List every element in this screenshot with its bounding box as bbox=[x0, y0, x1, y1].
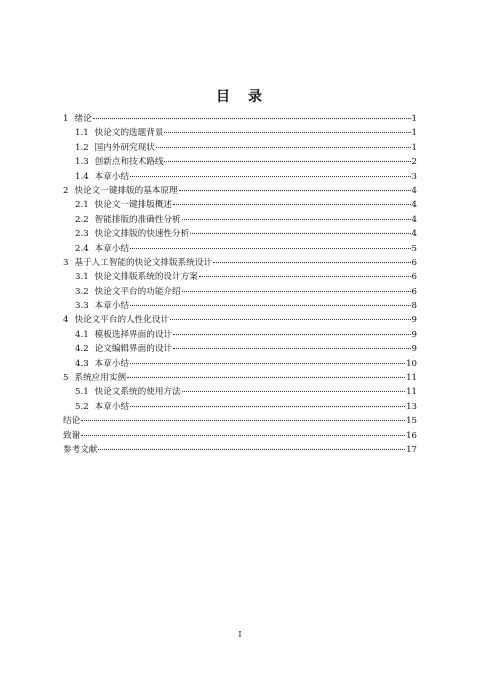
toc-entry-number: 5.1 bbox=[75, 387, 89, 398]
toc-entry[interactable] bbox=[63, 126, 417, 140]
toc-entry-page: 3 bbox=[411, 171, 417, 182]
toc-dot-leader bbox=[130, 406, 405, 407]
toc-entry[interactable] bbox=[63, 155, 417, 169]
toc-entry[interactable] bbox=[63, 141, 417, 155]
toc-entry-title: 快论文一键排版的基本原理 bbox=[74, 185, 178, 196]
toc-entry[interactable] bbox=[63, 342, 417, 356]
toc-entry[interactable] bbox=[63, 270, 417, 284]
toc-entry-page: 6 bbox=[411, 272, 417, 283]
toc-entry[interactable] bbox=[63, 198, 417, 212]
toc-entry-title: 本章小结 bbox=[94, 243, 130, 254]
toc-entry[interactable] bbox=[63, 227, 417, 241]
toc-entry-title: 基于人工智能的快论文排版系统设计 bbox=[74, 257, 212, 268]
toc-entry-number: 1.3 bbox=[75, 157, 89, 168]
toc-title: 目 录 bbox=[216, 89, 264, 105]
toc-entry[interactable] bbox=[63, 443, 417, 457]
toc-entry[interactable] bbox=[63, 429, 417, 443]
toc-entry-number: 2.2 bbox=[75, 214, 89, 225]
toc-entry-page: 8 bbox=[411, 301, 417, 312]
toc-entry-number: 1.2 bbox=[75, 142, 89, 153]
toc-entry-title: 快论文系统的使用方法 bbox=[94, 387, 181, 398]
toc-dot-leader bbox=[182, 291, 411, 292]
toc-entry-number: 4.2 bbox=[75, 344, 89, 355]
toc-dot-leader bbox=[130, 363, 405, 364]
toc-entry-number: 3.1 bbox=[75, 272, 89, 283]
toc-entry-page: 15 bbox=[406, 416, 417, 427]
toc-entry-title: 快论文平台的人性化设计 bbox=[74, 315, 170, 326]
toc-entry-title: 快论文的选题背景 bbox=[94, 128, 164, 139]
toc-dot-leader bbox=[98, 449, 405, 450]
toc-entry-title: 模板选择界面的设计 bbox=[94, 329, 173, 340]
toc-entry-page: 5 bbox=[411, 243, 417, 254]
toc-entry[interactable] bbox=[63, 414, 417, 428]
toc-entry-title: 系统应用实例 bbox=[74, 373, 127, 384]
toc-entry-title: 智能排版的准确性分析 bbox=[94, 214, 181, 225]
toc-entry-page: 1 bbox=[411, 114, 417, 124]
toc-entry-title: 致谢 bbox=[63, 430, 81, 441]
toc-entry[interactable] bbox=[63, 357, 417, 371]
toc-entry-page: 13 bbox=[406, 401, 417, 412]
toc-entry-title: 快论文排版系统的设计方案 bbox=[94, 272, 198, 283]
toc-entry-number: 4 bbox=[63, 315, 69, 326]
toc-entry[interactable] bbox=[63, 400, 417, 414]
toc-dot-leader bbox=[164, 132, 410, 133]
toc-dot-leader bbox=[179, 190, 411, 191]
toc-entry[interactable] bbox=[63, 299, 417, 313]
toc-entry-title: 参考文献 bbox=[63, 444, 98, 455]
toc-entry-page: 4 bbox=[411, 200, 417, 211]
toc-entry-number: 4.3 bbox=[75, 358, 89, 369]
toc-dot-leader bbox=[130, 305, 410, 306]
toc-dot-leader bbox=[182, 219, 411, 220]
toc-dot-leader bbox=[173, 334, 411, 335]
toc-entry-title: 快论文平台的功能介绍 bbox=[94, 286, 181, 297]
page-number: I bbox=[238, 630, 242, 639]
toc-entry[interactable] bbox=[63, 170, 417, 184]
toc-dot-leader bbox=[182, 391, 405, 392]
toc-entry-page: 11 bbox=[406, 373, 417, 384]
toc-dot-leader bbox=[199, 276, 411, 277]
toc-entry[interactable] bbox=[63, 285, 417, 299]
toc-entry-title: 快论文一键排版概述 bbox=[94, 200, 173, 211]
toc-entry-title: 国内外研究现状 bbox=[94, 142, 155, 153]
toc-dot-leader bbox=[130, 248, 410, 249]
toc-dot-leader bbox=[190, 233, 410, 234]
toc-dot-leader bbox=[93, 118, 411, 119]
toc-entry[interactable] bbox=[63, 242, 417, 256]
toc-entry-page: 9 bbox=[411, 315, 417, 326]
toc-entry-page: 1 bbox=[411, 142, 417, 153]
toc-dot-leader bbox=[130, 176, 410, 177]
toc-dot-leader bbox=[81, 420, 405, 421]
toc-entry-number: 3.3 bbox=[75, 301, 89, 312]
toc-entry-page: 9 bbox=[411, 329, 417, 340]
toc-entry-number: 2.4 bbox=[75, 243, 89, 254]
toc-entry-title: 论文编辑界面的设计 bbox=[94, 344, 173, 355]
toc-entry-title: 创新点和技术路线 bbox=[94, 157, 164, 168]
toc-entry-page: 11 bbox=[406, 387, 417, 398]
toc-entry-title: 快论文排版的快速性分析 bbox=[94, 229, 190, 240]
toc-entry[interactable] bbox=[63, 184, 417, 198]
toc-entry-title: 本章小结 bbox=[94, 171, 130, 182]
toc-entry[interactable] bbox=[63, 313, 417, 327]
toc-dot-leader bbox=[81, 435, 405, 436]
toc-entry[interactable] bbox=[63, 256, 417, 270]
toc-entry-page: 2 bbox=[411, 157, 417, 168]
toc-entry-title: 结论 bbox=[63, 416, 81, 427]
toc-dot-leader bbox=[173, 204, 411, 205]
toc-entry-page: 10 bbox=[406, 358, 417, 369]
toc-entry-number: 1 bbox=[63, 114, 69, 124]
toc-entry-page: 9 bbox=[411, 344, 417, 355]
toc-entry-title: 本章小结 bbox=[94, 301, 130, 312]
toc-dot-leader bbox=[127, 377, 405, 378]
toc-entry-number: 4.1 bbox=[75, 329, 89, 340]
toc-entry[interactable] bbox=[63, 213, 417, 227]
toc-entry-number: 3.2 bbox=[75, 286, 89, 297]
toc-entry-page: 6 bbox=[411, 257, 417, 268]
toc-entry[interactable] bbox=[63, 112, 417, 126]
toc-dot-leader bbox=[156, 147, 411, 148]
toc-dot-leader bbox=[170, 319, 411, 320]
toc-entry-number: 2.1 bbox=[75, 200, 89, 211]
toc-entry-page: 16 bbox=[406, 430, 417, 441]
toc-entry-number: 3 bbox=[63, 257, 69, 268]
toc-dot-leader bbox=[213, 262, 411, 263]
toc-entry-number: 1.4 bbox=[75, 171, 89, 182]
toc-dot-leader bbox=[173, 348, 411, 349]
toc-entry-page: 4 bbox=[411, 229, 417, 240]
toc-entry-page: 4 bbox=[411, 214, 417, 225]
toc-entry-number: 5.2 bbox=[75, 401, 89, 412]
toc-entry[interactable] bbox=[63, 385, 417, 399]
toc-entry-number: 2.3 bbox=[75, 229, 89, 240]
toc-entry-title: 本章小结 bbox=[94, 401, 130, 412]
toc-entry[interactable] bbox=[63, 328, 417, 342]
toc-list bbox=[63, 112, 417, 457]
toc-entry[interactable] bbox=[63, 371, 417, 385]
toc-entry-number: 2 bbox=[63, 185, 69, 196]
toc-entry-number: 5 bbox=[63, 373, 69, 384]
toc-entry-page: 17 bbox=[406, 444, 417, 455]
toc-entry-title: 本章小结 bbox=[94, 358, 130, 369]
toc-entry-page: 6 bbox=[411, 286, 417, 297]
toc-entry-title: 绪论 bbox=[74, 114, 92, 124]
toc-entry-number: 1.1 bbox=[75, 128, 89, 139]
toc-entry-page: 4 bbox=[411, 185, 417, 196]
toc-entry-page: 1 bbox=[411, 128, 417, 139]
toc-dot-leader bbox=[164, 161, 410, 162]
